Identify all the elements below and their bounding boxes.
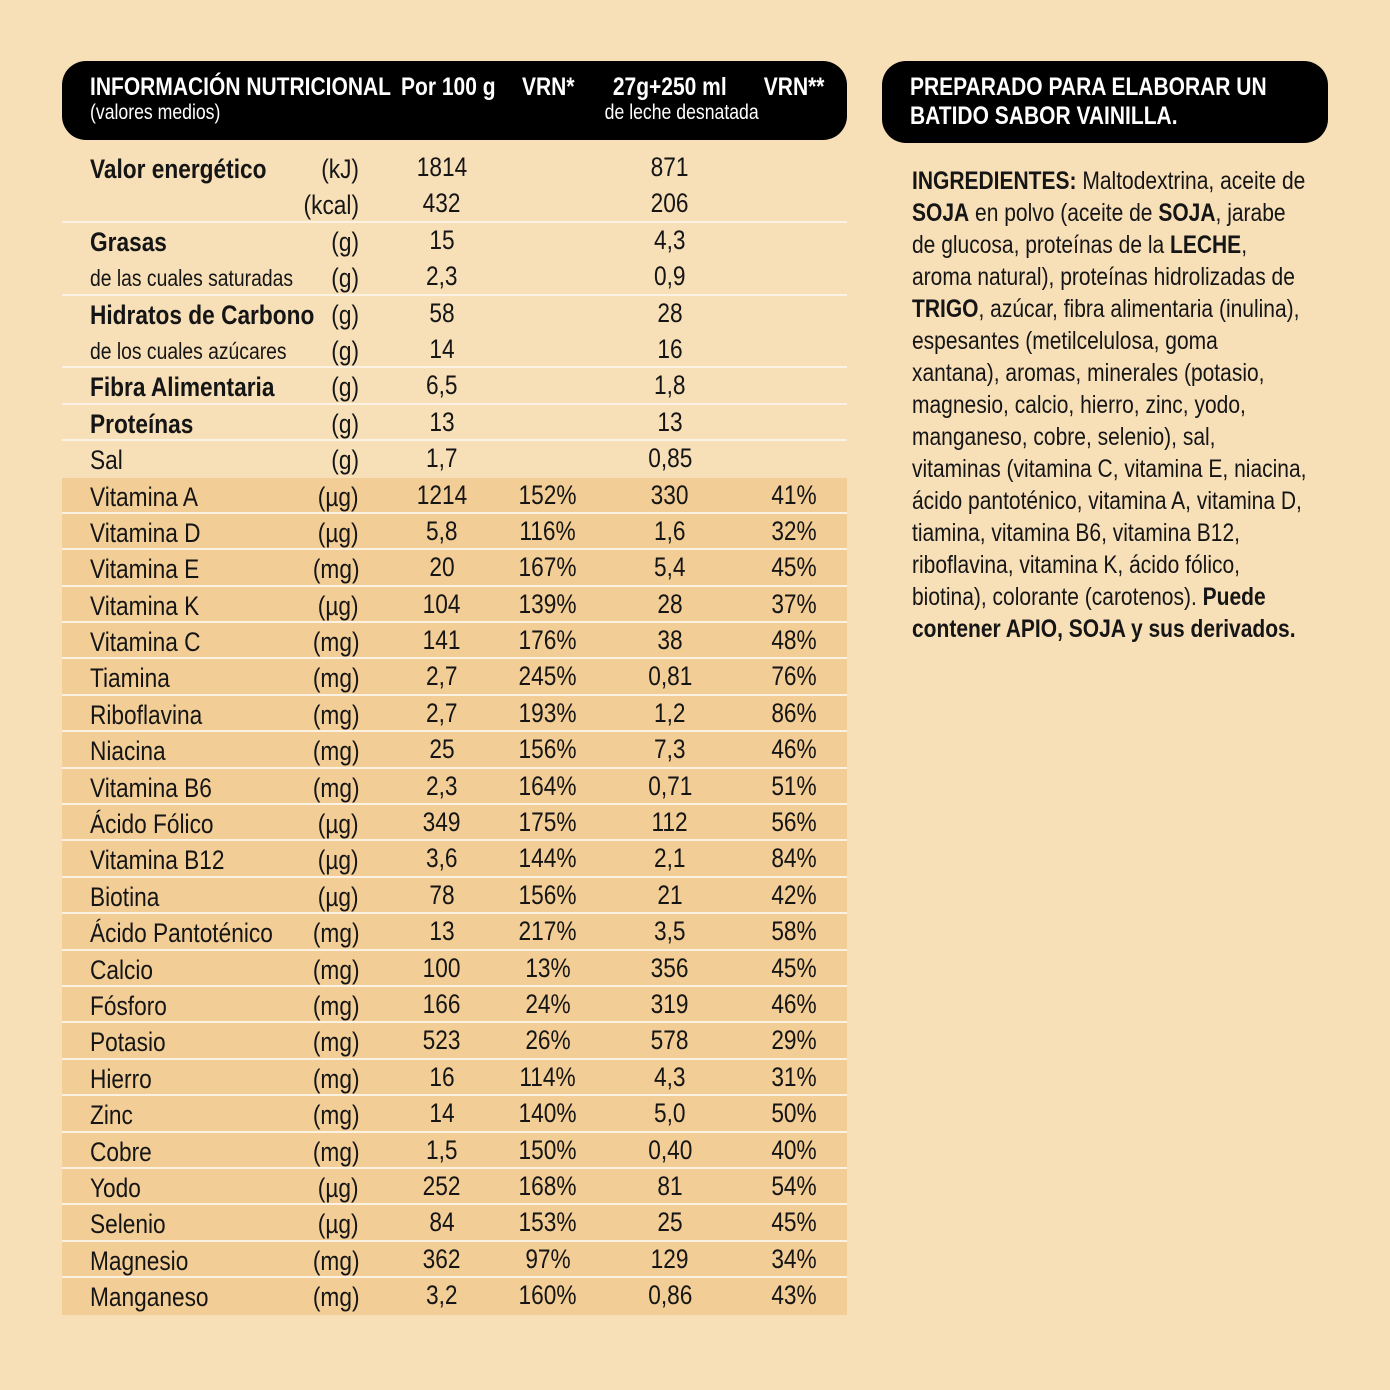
ingredients-part: , aroma natural), proteínas hidrolizadas de (912, 231, 1295, 291)
nutrient-name: Hierro (90, 1063, 152, 1094)
vrn-per-portion: 51% (771, 770, 817, 801)
table-row (62, 1205, 847, 1241)
nutrient-name: Magnesio (90, 1245, 189, 1276)
value-per-portion: 330 (651, 479, 689, 510)
vrn-per-portion: 50% (771, 1098, 817, 1129)
nutrient-name: Manganeso (90, 1282, 209, 1313)
vrn-per-100g: 168% (518, 1170, 578, 1201)
vrn-per-portion: 86% (771, 697, 817, 728)
product-title-banner (882, 61, 1328, 143)
nutrient-name: Zinc (90, 1100, 133, 1131)
table-row (62, 332, 847, 368)
value-per-100g: 25 (429, 734, 455, 765)
table-row (62, 1060, 847, 1096)
vrn-per-100g: 139% (518, 588, 578, 619)
table-row (62, 914, 847, 950)
vrn-per-100g: 176% (518, 625, 578, 656)
nutrient-unit: (mg) (312, 1063, 359, 1094)
nutrient-name: Selenio (90, 1209, 166, 1240)
vrn-per-100g: 175% (518, 807, 578, 838)
value-per-100g: 166 (423, 988, 461, 1019)
nutrient-name: Fósforo (90, 990, 167, 1021)
vrn-per-portion: 45% (771, 1207, 817, 1238)
nutrient-unit: (µg) (318, 1209, 359, 1240)
value-per-100g: 3,6 (426, 843, 458, 874)
value-per-100g: 5,8 (426, 515, 458, 546)
vrn-per-100g: 156% (518, 734, 578, 765)
col-header-vrn1: VRN* (521, 73, 575, 101)
table-title: INFORMACIÓN NUTRICIONAL (90, 73, 391, 101)
value-per-100g: 523 (423, 1025, 461, 1056)
vrn-per-portion: 29% (771, 1025, 817, 1056)
vrn-per-portion: 41% (771, 479, 817, 510)
value-per-portion: 16 (657, 333, 683, 364)
value-per-portion: 319 (651, 988, 689, 1019)
nutrient-name: Vitamina B12 (90, 845, 225, 876)
value-per-portion: 5,0 (654, 1098, 686, 1129)
col-header-per100: Por 100 g (401, 73, 496, 101)
table-row (62, 514, 847, 550)
table-row (62, 805, 847, 841)
value-per-portion: 4,3 (654, 1061, 686, 1092)
nutrient-unit: (g) (331, 263, 359, 294)
value-per-portion: 578 (651, 1025, 689, 1056)
allergen-soja: SOJA (1158, 199, 1216, 227)
value-per-portion: 38 (657, 625, 683, 656)
table-row (62, 841, 847, 877)
table-row (62, 296, 847, 332)
nutrient-name: Ácido Fólico (90, 809, 214, 840)
table-row (62, 1133, 847, 1169)
value-per-portion: 25 (657, 1207, 683, 1238)
vrn-per-portion: 56% (771, 807, 817, 838)
nutrient-unit: (µg) (318, 1172, 359, 1203)
table-row (62, 405, 847, 441)
vrn-per-100g: 114% (519, 1061, 577, 1092)
table-row (62, 368, 847, 404)
value-per-portion: 81 (657, 1170, 683, 1201)
table-row (62, 259, 847, 295)
vrn-per-100g: 156% (518, 879, 578, 910)
table-row (62, 587, 847, 623)
vrn-per-portion: 54% (771, 1170, 817, 1201)
value-per-portion: 5,4 (654, 552, 686, 583)
value-per-100g: 2,7 (426, 697, 458, 728)
value-per-portion: 28 (657, 588, 683, 619)
vrn-per-100g: 97% (525, 1243, 571, 1274)
vrn-per-100g: 26% (525, 1025, 571, 1056)
value-per-portion: 356 (651, 952, 689, 983)
vrn-per-100g: 144% (518, 843, 578, 874)
nutrient-unit: (mg) (312, 554, 359, 585)
value-per-portion: 129 (651, 1243, 689, 1274)
nutrient-unit: (mg) (312, 990, 359, 1021)
value-per-100g: 2,3 (426, 770, 458, 801)
value-per-100g: 14 (429, 1098, 455, 1129)
value-per-100g: 141 (423, 625, 461, 656)
value-per-100g: 1,5 (426, 1134, 458, 1165)
value-per-portion: 206 (651, 188, 689, 219)
nutrient-name: Fibra Alimentaria (90, 372, 275, 403)
vrn-per-portion: 43% (771, 1280, 817, 1311)
nutrient-unit: (mg) (312, 663, 359, 694)
allergen-trigo: TRIGO (912, 295, 979, 323)
nutrient-unit: (kJ) (321, 154, 359, 184)
value-per-portion: 4,3 (654, 224, 686, 255)
nutrient-name: Yodo (90, 1172, 141, 1203)
value-per-portion: 0,86 (647, 1280, 693, 1311)
table-row (62, 1169, 847, 1205)
vrn-per-100g: 116% (519, 515, 577, 546)
value-per-100g: 13 (429, 406, 455, 437)
col-header-vrn2: VRN** (763, 73, 825, 101)
value-per-100g: 6,5 (426, 370, 458, 401)
vrn-per-100g: 193% (518, 697, 578, 728)
nutrient-name: Vitamina A (90, 481, 199, 512)
value-per-portion: 0,71 (647, 770, 693, 801)
nutrient-name: Niacina (90, 736, 166, 767)
nutrient-unit: (g) (331, 299, 359, 330)
nutrient-name: Vitamina E (90, 554, 200, 585)
ingredients-part: en polvo (aceite de (969, 199, 1159, 227)
ingredients-part: , azúcar, fibra alimentaria (inulina), espesantes (metilcelulosa, goma xantana), aromas, minerales (potasio, magnesio, calcio, hierro, zinc, yodo, manganeso, cobre, selenio), sal, vitaminas (vitamina C, vitamina E, niacina, ácido pantoténico, vitamina A, vitamina D, tiamina, vitamina B6, vitamina B12, riboflavina, vitamina K, ácido fólico, biotina), colorante (carotenos). (912, 295, 1307, 611)
value-per-portion: 0,40 (647, 1134, 693, 1165)
vrn-per-portion: 76% (771, 661, 817, 692)
vrn-per-100g: 24% (525, 988, 571, 1019)
nutrient-unit: (µg) (318, 481, 359, 512)
vrn-per-portion: 46% (771, 988, 817, 1019)
value-per-portion: 112 (651, 807, 689, 838)
value-per-portion: 13 (657, 406, 683, 437)
ingredients-text (912, 165, 1307, 645)
vrn-per-100g: 140% (518, 1098, 578, 1129)
nutrient-name: Biotina (90, 881, 160, 912)
vrn-per-portion: 84% (771, 843, 817, 874)
nutrient-name: de los cuales azúcares (90, 337, 287, 364)
nutrient-unit: (mg) (312, 1136, 359, 1167)
value-per-100g: 16 (429, 1061, 455, 1092)
nutrient-name: Proteínas (90, 408, 194, 439)
nutrient-unit: (mg) (312, 699, 359, 730)
nutrient-unit: (mg) (312, 1282, 359, 1313)
product-title-line2: BATIDO SABOR VAINILLA. (910, 102, 1178, 130)
nutrient-name: Hidratos de Carbono (90, 299, 315, 330)
vrn-per-portion: 37% (771, 588, 817, 619)
value-per-100g: 104 (423, 588, 461, 619)
vrn-per-portion: 48% (771, 625, 817, 656)
value-per-portion: 871 (651, 152, 689, 182)
table-row (62, 1096, 847, 1132)
table-row (62, 987, 847, 1023)
vrn-per-portion: 40% (771, 1134, 817, 1165)
table-row (62, 659, 847, 695)
value-per-portion: 3,5 (654, 916, 686, 947)
table-subtitle: (valores medios) (90, 101, 221, 124)
value-per-100g: 3,2 (426, 1280, 458, 1311)
value-per-100g: 349 (423, 807, 461, 838)
nutrient-name: Cobre (90, 1136, 152, 1167)
nutrient-name: Ácido Pantoténico (90, 918, 273, 949)
value-per-portion: 21 (657, 879, 683, 910)
nutrient-unit: (mg) (312, 627, 359, 658)
table-row (62, 1023, 847, 1059)
nutrient-name: Sal (90, 445, 123, 476)
vrn-per-100g: 152% (518, 479, 578, 510)
nutrient-name: Potasio (90, 1027, 166, 1058)
nutrition-table-body (62, 150, 847, 1315)
nutrient-unit: (mg) (312, 1100, 359, 1131)
nutrient-unit: (mg) (312, 1027, 359, 1058)
value-per-100g: 432 (423, 188, 461, 219)
value-per-100g: 252 (423, 1170, 461, 1201)
nutrient-unit: (kcal) (303, 190, 359, 221)
nutrient-unit: (mg) (312, 1245, 359, 1276)
vrn-per-100g: 160% (518, 1280, 578, 1311)
nutrient-unit: (mg) (312, 918, 359, 949)
nutrient-unit: (g) (331, 372, 359, 403)
table-row (62, 186, 847, 222)
product-title-line1: PREPARADO PARA ELABORAR UN (910, 73, 1267, 101)
nutrient-name: Valor energético (90, 154, 267, 184)
nutrient-name: Riboflavina (90, 699, 203, 730)
vrn-per-portion: 34% (771, 1243, 817, 1274)
value-per-portion: 28 (657, 297, 683, 328)
table-row (62, 696, 847, 732)
table-row (62, 478, 847, 514)
table-row (62, 878, 847, 914)
nutrient-unit: (g) (331, 226, 359, 257)
nutrient-name: Vitamina K (90, 590, 200, 621)
table-row (62, 769, 847, 805)
vrn-per-100g: 13% (525, 952, 571, 983)
table-row (62, 1242, 847, 1278)
nutrient-unit: (g) (331, 335, 359, 366)
value-per-portion: 0,9 (654, 261, 686, 292)
nutrient-name: Tiamina (90, 663, 170, 694)
table-row (62, 732, 847, 768)
ingredients-label: INGREDIENTES: (912, 167, 1077, 195)
value-per-100g: 15 (429, 224, 455, 255)
nutrient-unit: (g) (331, 408, 359, 439)
nutrient-unit: (mg) (312, 772, 359, 803)
nutrient-unit: (mg) (312, 736, 359, 767)
vrn-per-portion: 42% (771, 879, 817, 910)
nutrient-unit: (µg) (318, 809, 359, 840)
table-row (62, 623, 847, 659)
value-per-100g: 362 (423, 1243, 461, 1274)
value-per-100g: 20 (429, 552, 455, 583)
value-per-100g: 1814 (416, 152, 468, 182)
nutrient-name: Vitamina D (90, 517, 201, 548)
value-per-portion: 7,3 (654, 734, 686, 765)
nutrient-unit: (µg) (318, 845, 359, 876)
value-per-100g: 1,7 (426, 443, 458, 474)
nutrient-unit: (µg) (318, 590, 359, 621)
nutrient-unit: (g) (331, 445, 359, 476)
value-per-100g: 100 (423, 952, 461, 983)
nutrient-unit: (µg) (318, 881, 359, 912)
table-row (62, 550, 847, 586)
table-row (62, 150, 847, 186)
nutrient-unit: (µg) (318, 517, 359, 548)
vrn-per-100g: 150% (518, 1134, 578, 1165)
value-per-portion: 1,6 (654, 515, 686, 546)
value-per-portion: 1,2 (654, 697, 686, 728)
value-per-portion: 0,85 (647, 443, 693, 474)
ingredients-part: Maltodextrina, aceite de (1076, 167, 1306, 195)
vrn-per-100g: 245% (518, 661, 578, 692)
nutrient-name: de las cuales saturadas (90, 265, 293, 292)
vrn-per-100g: 217% (518, 916, 578, 947)
value-per-100g: 2,7 (426, 661, 458, 692)
nutrient-name: Calcio (90, 954, 154, 985)
value-per-100g: 58 (429, 297, 455, 328)
col-header-portion: 27g+250 ml (613, 73, 727, 101)
nutrition-table-header (62, 61, 847, 140)
value-per-portion: 2,1 (654, 843, 686, 874)
vrn-per-portion: 46% (771, 734, 817, 765)
vrn-per-portion: 32% (771, 515, 817, 546)
value-per-100g: 1214 (416, 479, 468, 510)
value-per-100g: 84 (429, 1207, 455, 1238)
allergen-leche: LECHE (1170, 231, 1242, 259)
value-per-portion: 0,81 (647, 661, 693, 692)
table-row (62, 223, 847, 259)
value-per-100g: 13 (429, 916, 455, 947)
nutrient-name: Vitamina C (90, 627, 201, 658)
vrn-per-100g: 167% (518, 552, 578, 583)
ingredients-part: , jarabe de glucosa, proteínas de la (912, 199, 1286, 259)
vrn-per-portion: 45% (771, 952, 817, 983)
allergen-soja: SOJA (912, 199, 970, 227)
value-per-100g: 14 (429, 333, 455, 364)
vrn-per-portion: 45% (771, 552, 817, 583)
nutrient-name: Vitamina B6 (90, 772, 212, 803)
table-row (62, 1278, 847, 1314)
nutrient-unit: (mg) (312, 954, 359, 985)
table-row (62, 951, 847, 987)
nutrient-name: Grasas (90, 226, 167, 257)
value-per-100g: 2,3 (426, 261, 458, 292)
vrn-per-portion: 31% (771, 1061, 817, 1092)
vrn-per-portion: 58% (771, 916, 817, 947)
vrn-per-100g: 153% (518, 1207, 578, 1238)
vrn-per-100g: 164% (518, 770, 578, 801)
value-per-100g: 78 (429, 879, 455, 910)
value-per-portion: 1,8 (654, 370, 686, 401)
allergen-note: Puede contener APIO, SOJA y sus derivados. (912, 583, 1296, 643)
table-row (62, 441, 847, 477)
col-header-portion-sub: de leche desnatada (604, 101, 759, 124)
